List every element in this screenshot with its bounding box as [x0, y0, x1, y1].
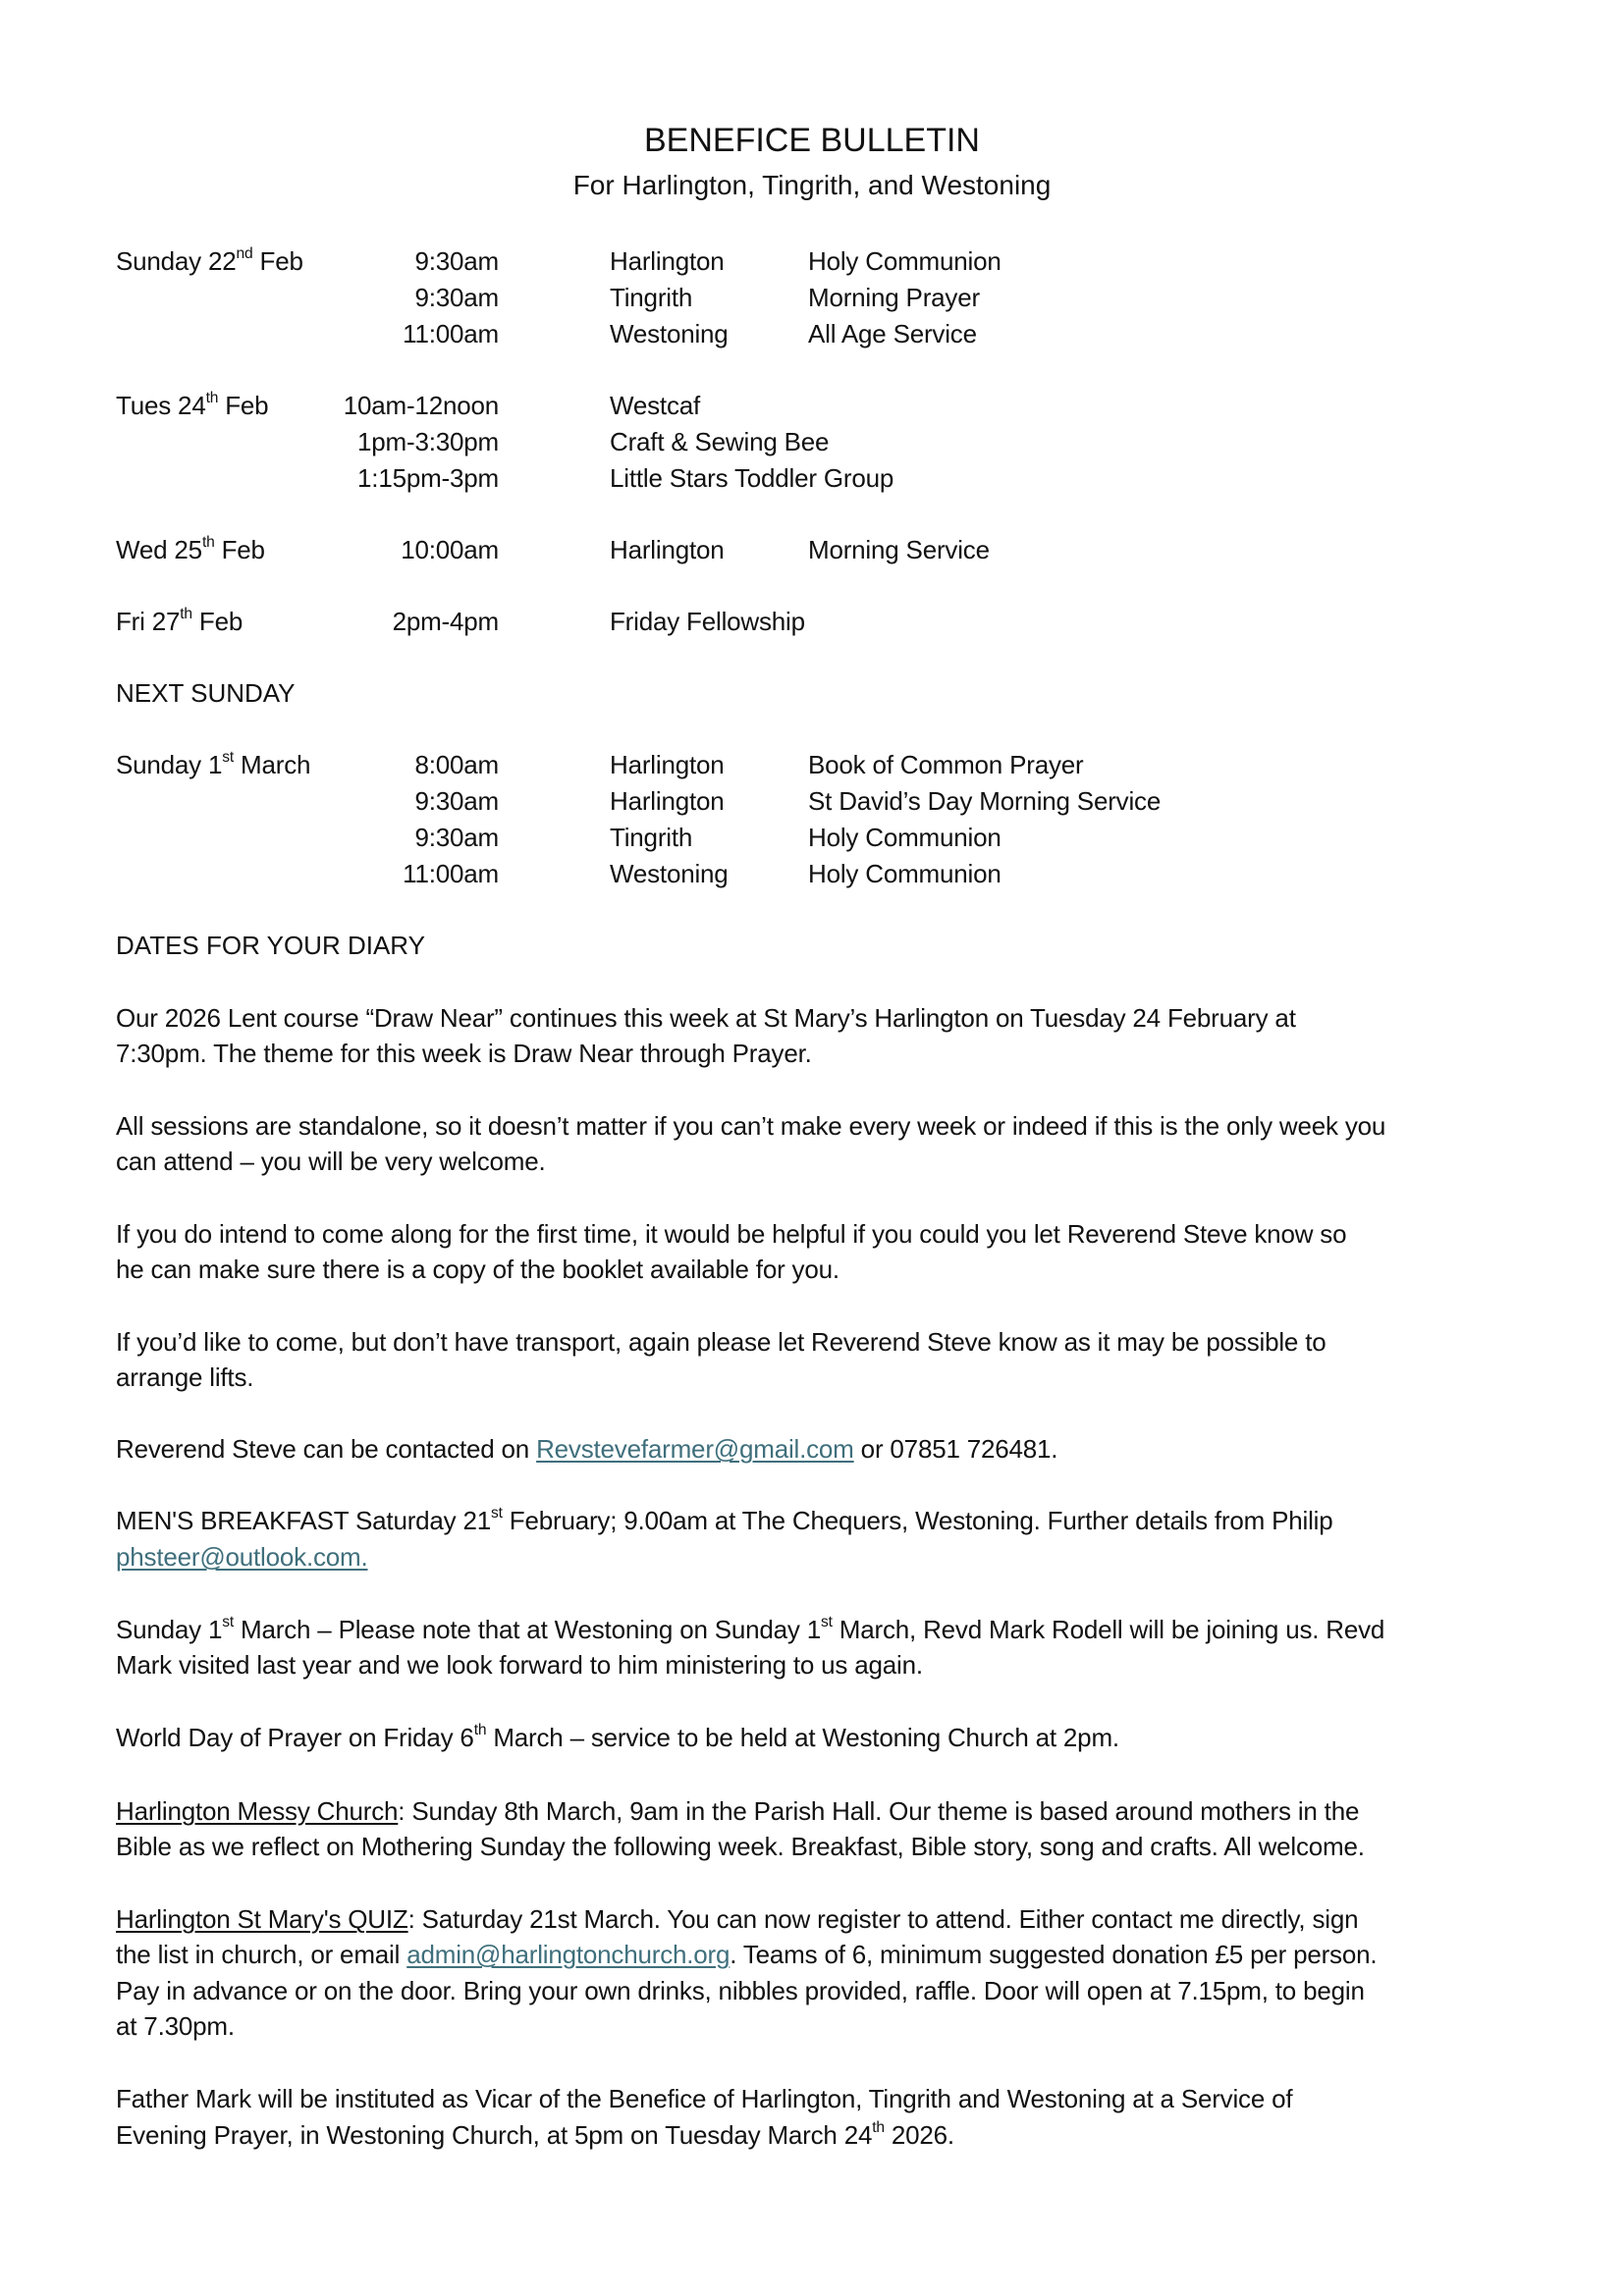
- schedule-service: Morning Prayer: [808, 283, 980, 312]
- schedule-day: Wed 25th Feb: [116, 534, 265, 564]
- lent-course-line: 7:30pm. The theme for this week is Draw Near through Prayer.: [116, 1039, 812, 1068]
- schedule-time: 9:30am: [414, 786, 499, 816]
- schedule-day: Sunday 1st March: [116, 749, 311, 779]
- mens-breakfast-line: [116, 1539, 368, 1575]
- schedule-time: 9:30am: [414, 283, 499, 312]
- schedule-row: [0, 388, 1624, 423]
- schedule-place: Little Stars Toddler Group: [610, 463, 894, 493]
- institution-line: Evening Prayer, in Westoning Church, at 5pm on Tuesday March 24th 2026.: [116, 2119, 954, 2150]
- schedule-place: Harlington: [610, 246, 725, 276]
- schedule-time: 2pm-4pm: [392, 607, 499, 636]
- schedule-service: Morning Service: [808, 535, 990, 564]
- schedule-time: 1:15pm-3pm: [357, 463, 499, 493]
- schedule-row: [0, 604, 1624, 639]
- transport-line: arrange lifts.: [116, 1362, 254, 1392]
- messy-church-line: Bible as we reflect on Mothering Sunday the following week. Breakfast, Bible story, song and crafts. All welcome.: [116, 1832, 1365, 1861]
- next-sunday-heading: NEXT SUNDAY: [116, 678, 296, 708]
- schedule-place: Craft & Sewing Bee: [610, 427, 830, 456]
- schedule-place: Harlington: [610, 750, 725, 779]
- world-day-line: World Day of Prayer on Friday 6th March – service to be held at Westoning Church at 2pm.: [116, 1722, 1119, 1752]
- schedule-time: 10:00am: [401, 535, 499, 564]
- first-time-line: If you do intend to come along for the first time, it would be helpful if you could you let Reverend Steve know so: [116, 1219, 1347, 1249]
- schedule-row: [0, 820, 1624, 855]
- schedule-place: Friday Fellowship: [610, 607, 805, 636]
- rodell-line: Sunday 1st March – Please note that at Westoning on Sunday 1st March, Revd Mark Rodell will be joining us. Revd: [116, 1614, 1385, 1644]
- schedule-row: [0, 424, 1624, 459]
- schedule-service: Book of Common Prayer: [808, 750, 1084, 779]
- schedule-row: [0, 316, 1624, 351]
- contact-line: [116, 1431, 1057, 1467]
- schedule-place: Westoning: [610, 319, 729, 348]
- schedule-day: Tues 24th Feb: [116, 390, 269, 420]
- phsteer-email-link[interactable]: phsteer@outlook.com.: [116, 1542, 368, 1572]
- contact-suffix: or 07851 726481.: [853, 1434, 1058, 1464]
- lent-course-line: Our 2026 Lent course “Draw Near” continues this week at St Mary’s Harlington on Tuesday 24 February at: [116, 1003, 1296, 1033]
- messy-church-label: Harlington Messy Church: [116, 1796, 399, 1826]
- schedule-place: Westoning: [610, 859, 729, 888]
- schedule-day: Sunday 22nd Feb: [116, 245, 303, 276]
- institution-line: Father Mark will be instituted as Vicar of the Benefice of Harlington, Tingrith and Westoning at a Service of: [116, 2084, 1293, 2113]
- schedule-row: [0, 280, 1624, 315]
- schedule-row: [0, 783, 1624, 819]
- revsteve-email-link[interactable]: Revstevefarmer@gmail.com: [536, 1434, 854, 1464]
- standalone-line: All sessions are standalone, so it doesn’t matter if you can’t make every week or indeed if this is the only week you: [116, 1111, 1386, 1141]
- diary-heading: DATES FOR YOUR DIARY: [116, 931, 425, 960]
- admin-email-link[interactable]: admin@harlingtonchurch.org: [406, 1940, 731, 1969]
- schedule-service: Holy Communion: [808, 246, 1001, 276]
- schedule-row: [0, 856, 1624, 891]
- standalone-line: can attend – you will be very welcome.: [116, 1147, 546, 1176]
- schedule-row: [0, 460, 1624, 496]
- rodell-line: Mark visited last year and we look forward to him ministering to us again.: [116, 1650, 923, 1680]
- quiz-label: Harlington St Mary's QUIZ: [116, 1904, 408, 1934]
- schedule-time: 1pm-3:30pm: [357, 427, 499, 456]
- transport-line: If you’d like to come, but don’t have transport, again please let Reverend Steve know as it may be possible to: [116, 1327, 1326, 1357]
- messy-church-line: Harlington Messy Church: Sunday 8th March, 9am in the Parish Hall. Our theme is based around mothers in the: [116, 1796, 1360, 1826]
- schedule-day: Fri 27th Feb: [116, 606, 244, 636]
- quiz-line: the list in church, or email admin@harlingtonchurch.org. Teams of 6, minimum suggested donation £5 per person.: [116, 1940, 1378, 1969]
- schedule-time: 9:30am: [414, 823, 499, 852]
- schedule-row: [0, 532, 1624, 567]
- schedule-place: Westcaf: [610, 391, 701, 420]
- schedule-time: 11:00am: [403, 859, 499, 888]
- schedule-service: All Age Service: [808, 319, 977, 348]
- bulletin-title: BENEFICE BULLETIN: [644, 122, 980, 159]
- schedule-time: 9:30am: [414, 246, 499, 276]
- first-time-line: he can make sure there is a copy of the booklet available for you.: [116, 1255, 839, 1284]
- mens-breakfast-line: MEN'S BREAKFAST Saturday 21st February; 9.00am at The Chequers, Westoning. Further details from Philip: [116, 1505, 1333, 1535]
- schedule-row: [0, 747, 1624, 782]
- schedule-place: Harlington: [610, 786, 725, 816]
- quiz-line: Pay in advance or on the door. Bring your own drinks, nibbles provided, raffle. Door will open at 7.15pm, to begin: [116, 1976, 1365, 2005]
- schedule-time: 11:00am: [403, 319, 499, 348]
- quiz-line: at 7.30pm.: [116, 2011, 235, 2041]
- schedule-service: Holy Communion: [808, 823, 1001, 852]
- schedule-service: St David’s Day Morning Service: [808, 786, 1162, 816]
- schedule-row: [0, 243, 1624, 279]
- schedule-service: Holy Communion: [808, 859, 1001, 888]
- contact-prefix: Reverend Steve can be contacted on: [116, 1434, 537, 1464]
- schedule-place: Tingrith: [610, 823, 693, 852]
- quiz-line: Harlington St Mary's QUIZ: Saturday 21st March. You can now register to attend. Either contact me directly, sign: [116, 1904, 1359, 1934]
- schedule-time: 10am-12noon: [343, 391, 499, 420]
- schedule-time: 8:00am: [414, 750, 499, 779]
- schedule-place: Harlington: [610, 535, 725, 564]
- schedule-place: Tingrith: [610, 283, 693, 312]
- bulletin-subtitle: For Harlington, Tingrith, and Westoning: [572, 170, 1052, 200]
